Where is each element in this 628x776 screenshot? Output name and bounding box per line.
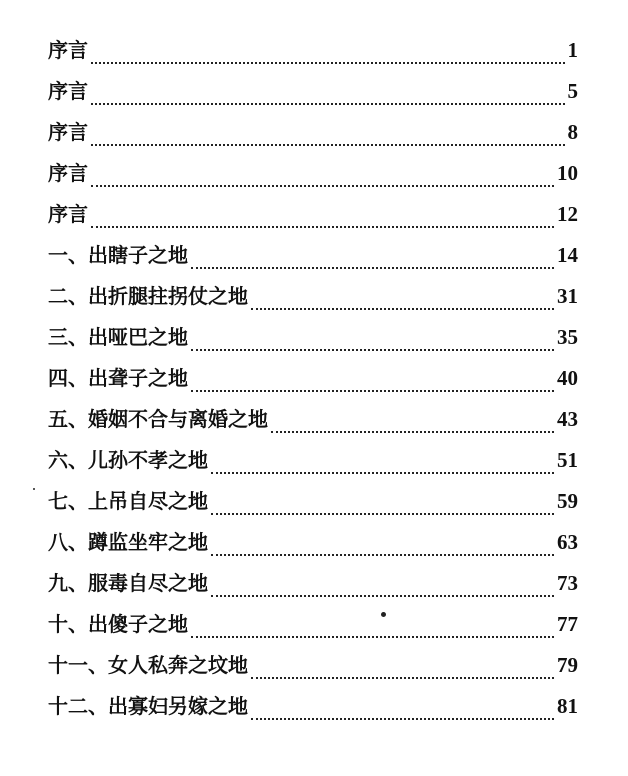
toc-entry-page-number: 51: [557, 448, 578, 472]
toc-entry: [48, 522, 578, 563]
toc-entry-title: 序言: [48, 79, 88, 103]
toc-entry: [48, 481, 578, 522]
toc-entry-page-number: 12: [557, 202, 578, 226]
toc-entry-page-number: 81: [557, 694, 578, 718]
toc-entry-page-number: 77: [557, 612, 578, 636]
toc-entry-title: 一、出瞎子之地: [48, 243, 188, 267]
dot-leader: [91, 62, 565, 64]
toc-entry-page-number: 14: [557, 243, 578, 267]
dot-leader: [251, 308, 554, 310]
toc-entry-page-number: 40: [557, 366, 578, 390]
toc-entry: [48, 30, 578, 71]
toc-entry: [48, 112, 578, 153]
toc-entry-page-number: 63: [557, 530, 578, 554]
toc-entry-page-number: 43: [557, 407, 578, 431]
ink-speck: [33, 488, 35, 490]
dot-leader: [191, 267, 554, 269]
toc-entry-title: 六、儿孙不孝之地: [48, 448, 208, 472]
toc-entry: [48, 686, 578, 727]
toc-entry-page-number: 59: [557, 489, 578, 513]
toc-entry-page-number: 1: [567, 38, 578, 62]
toc-entry: [48, 645, 578, 686]
dot-leader: [191, 349, 554, 351]
toc-entry-page-number: 10: [557, 161, 578, 185]
toc-entry-page-number: 73: [557, 571, 578, 595]
toc-entry: [48, 604, 578, 645]
dot-leader: [251, 677, 554, 679]
dot-leader: [271, 431, 554, 433]
toc-entry-title: 十一、女人私奔之坟地: [48, 653, 248, 677]
toc-entry: [48, 194, 578, 235]
dot-leader: [91, 103, 565, 105]
toc-entry-title: 序言: [48, 120, 88, 144]
toc-entry-title: 二、出折腿拄拐仗之地: [48, 284, 248, 308]
toc-entry-page-number: 79: [557, 653, 578, 677]
dot-leader: [211, 513, 554, 515]
dot-leader: [211, 472, 554, 474]
dot-leader: [91, 226, 554, 228]
toc-entry-title: 八、蹲监坐牢之地: [48, 530, 208, 554]
dot-leader: [191, 636, 554, 638]
toc-entry-title: 十二、出寡妇另嫁之地: [48, 694, 248, 718]
toc-entry: [48, 399, 578, 440]
toc-entry: [48, 563, 578, 604]
toc-entry: [48, 440, 578, 481]
toc-entry-title: 三、出哑巴之地: [48, 325, 188, 349]
toc-entry-title: 序言: [48, 202, 88, 226]
toc-entry: [48, 235, 578, 276]
toc-entry-title: 四、出聋子之地: [48, 366, 188, 390]
dot-leader: [211, 595, 554, 597]
toc-entry: [48, 276, 578, 317]
toc-entry-title: 十、出傻子之地: [48, 612, 188, 636]
toc-entry: [48, 153, 578, 194]
toc-entry: [48, 71, 578, 112]
dot-leader: [91, 144, 565, 146]
toc-entry-page-number: 31: [557, 284, 578, 308]
dot-leader: [211, 554, 554, 556]
toc-entry: [48, 317, 578, 358]
dot-leader: [191, 390, 554, 392]
toc-entry-title: 序言: [48, 161, 88, 185]
ink-speck: [381, 612, 386, 617]
toc-entry-title: 五、婚姻不合与离婚之地: [48, 407, 268, 431]
toc-entry-page-number: 8: [567, 120, 578, 144]
toc-entry-title: 序言: [48, 38, 88, 62]
dot-leader: [251, 718, 554, 720]
table-of-contents: [48, 30, 578, 727]
toc-entry-title: 九、服毒自尽之地: [48, 571, 208, 595]
toc-entry-page-number: 5: [567, 79, 578, 103]
dot-leader: [91, 185, 554, 187]
toc-entry-page-number: 35: [557, 325, 578, 349]
toc-entry: [48, 358, 578, 399]
toc-entry-title: 七、上吊自尽之地: [48, 489, 208, 513]
